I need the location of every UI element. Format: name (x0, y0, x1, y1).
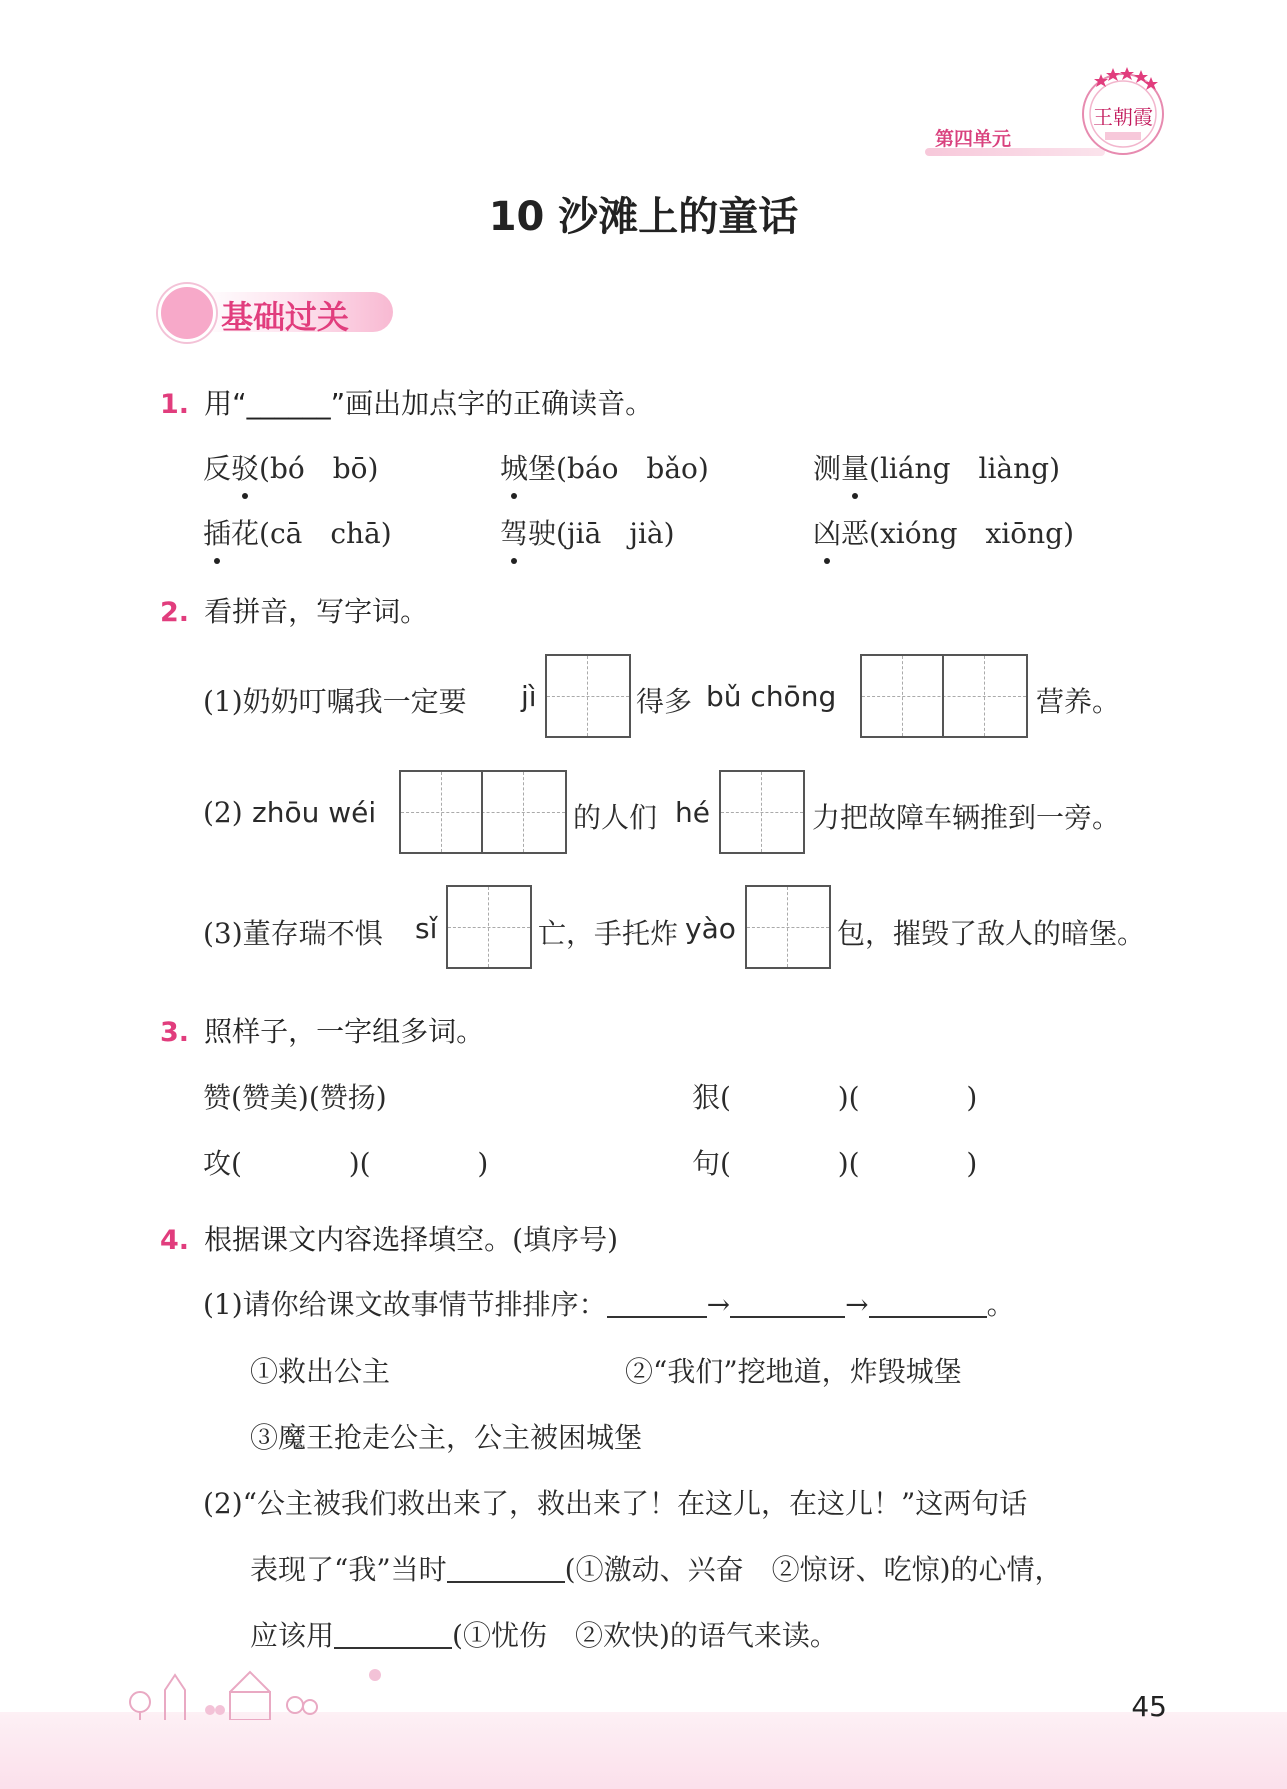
word-group-item[interactable]: 狠( )( ) (692, 1081, 978, 1114)
pinyin-options[interactable]: (báo bǎo) (556, 452, 709, 485)
pinyin-options[interactable]: (xióng xiōng) (869, 517, 1075, 550)
word-box[interactable] (399, 770, 567, 854)
pinyin-options[interactable]: (bó bō) (259, 452, 379, 485)
brand-seal-logo (1075, 62, 1171, 158)
sentence-1-part-c: 营养。 (1036, 685, 1121, 718)
sentence-1-part-a: (1)奶奶叮嘱我一定要 (203, 685, 467, 718)
pinyin-hint: bǔ chōng (706, 680, 837, 713)
char: 堡 (528, 452, 557, 485)
answer-blank[interactable] (334, 1619, 452, 1649)
question-number: 2. (160, 597, 190, 628)
dotted-char: 城 (500, 447, 528, 487)
answer-blank[interactable] (607, 1288, 707, 1318)
page-number: 45 (1131, 1690, 1167, 1723)
pinyin-hint: yào (685, 912, 736, 945)
pinyin-item (500, 512, 675, 552)
pinyin-item (500, 447, 709, 487)
question-number: 3. (160, 1017, 190, 1048)
option-1: ①救出公主 (250, 1355, 391, 1388)
question-number: 1. (160, 389, 190, 420)
option-2: ②“我们”挖地道，炸毁城堡 (625, 1355, 962, 1388)
pinyin-hint: sǐ (415, 912, 438, 945)
sentence-3-part-b: 亡，手托炸 (538, 917, 679, 950)
unit-label (925, 118, 1100, 156)
word-box[interactable] (860, 654, 1028, 738)
pinyin-item (203, 447, 378, 487)
sentence-3-part-a: (3)董存瑞不惧 (203, 917, 383, 950)
answer-blank[interactable] (447, 1553, 565, 1583)
castle-decoration-icon (120, 1650, 420, 1720)
question-number: 4. (160, 1225, 190, 1256)
char-box[interactable] (545, 654, 631, 738)
char-box[interactable] (446, 885, 532, 969)
pinyin-options[interactable]: (jiā jià) (556, 517, 675, 550)
char: 反 (203, 452, 232, 485)
sentence-3-part-c: 包，摧毁了敌人的暗堡。 (837, 917, 1146, 950)
logo-text: 王朝霞 (1093, 105, 1153, 129)
question-note: (填序号) (512, 1223, 619, 1256)
dotted-char: 驳 (231, 447, 259, 487)
char: 测 (813, 452, 842, 485)
pinyin-item (813, 447, 1060, 487)
avatar-icon (158, 284, 216, 342)
dotted-char: 凶 (813, 512, 841, 552)
char: 花 (231, 517, 260, 550)
ordering-line: (1)请你给课文故事情节排排序： → → 。 (203, 1288, 1015, 1321)
q4-part2-line2: 表现了“我”当时 (①激动、兴奋 ②惊讶、吃惊)的心情， (250, 1553, 1063, 1586)
char-box[interactable] (719, 770, 805, 854)
example-word: 赞(赞美)(赞扬) (203, 1081, 387, 1114)
question-prompt: 看拼音，写字词。 (204, 595, 429, 628)
question-2-header (160, 590, 428, 630)
section-title: 基础过关 (221, 298, 350, 336)
sentence-2-part-c: 力把故障车辆推到一旁。 (812, 801, 1121, 834)
question-prompt: 根据课文内容选择填空。 (204, 1223, 513, 1256)
section-badge (158, 284, 403, 338)
question-4-header (160, 1218, 618, 1258)
question-3-header (160, 1010, 484, 1050)
dotted-char: 插 (203, 512, 231, 552)
pinyin-item (813, 512, 1074, 552)
pinyin-hint: hé (675, 796, 710, 829)
dotted-char: 驾 (500, 512, 528, 552)
char: 驶 (528, 517, 557, 550)
word-group-item[interactable]: 攻( )( ) (203, 1147, 489, 1180)
pinyin-hint: zhōu wéi (252, 796, 377, 829)
question-1-header (160, 382, 653, 422)
q4-part2-line1: (2)“公主被我们救出来了，救出来了！在这儿，在这儿！”这两句话 (203, 1487, 1028, 1520)
q4-part2-line3: 应该用 (①忧伤 ②欢快)的语气来读。 (250, 1619, 838, 1652)
pinyin-hint: jì (521, 680, 537, 713)
answer-blank[interactable] (869, 1288, 987, 1318)
footer-band (0, 1712, 1287, 1789)
pinyin-options[interactable]: (liáng liàng) (869, 452, 1061, 485)
char: 恶 (841, 517, 870, 550)
question-prompt: 照样子，一字组多词。 (204, 1015, 485, 1048)
question-prompt: 用“______”画出加点字的正确读音。 (204, 387, 654, 420)
pinyin-options[interactable]: (cā chā) (259, 517, 392, 550)
word-group-item[interactable]: 句( )( ) (692, 1147, 978, 1180)
page-title: 10 沙滩上的童话 (488, 194, 799, 240)
option-3: ③魔王抢走公主，公主被困城堡 (250, 1421, 643, 1454)
pinyin-item (203, 512, 392, 552)
char-box[interactable] (745, 885, 831, 969)
unit-text: 第四单元 (935, 128, 1012, 150)
answer-blank[interactable] (730, 1288, 845, 1318)
sentence-2-part-a: (2) (203, 796, 243, 829)
sentence-2-part-b: 的人们 (573, 801, 658, 834)
dotted-char: 量 (841, 447, 869, 487)
sentence-1-part-b: 得多 (636, 685, 693, 718)
